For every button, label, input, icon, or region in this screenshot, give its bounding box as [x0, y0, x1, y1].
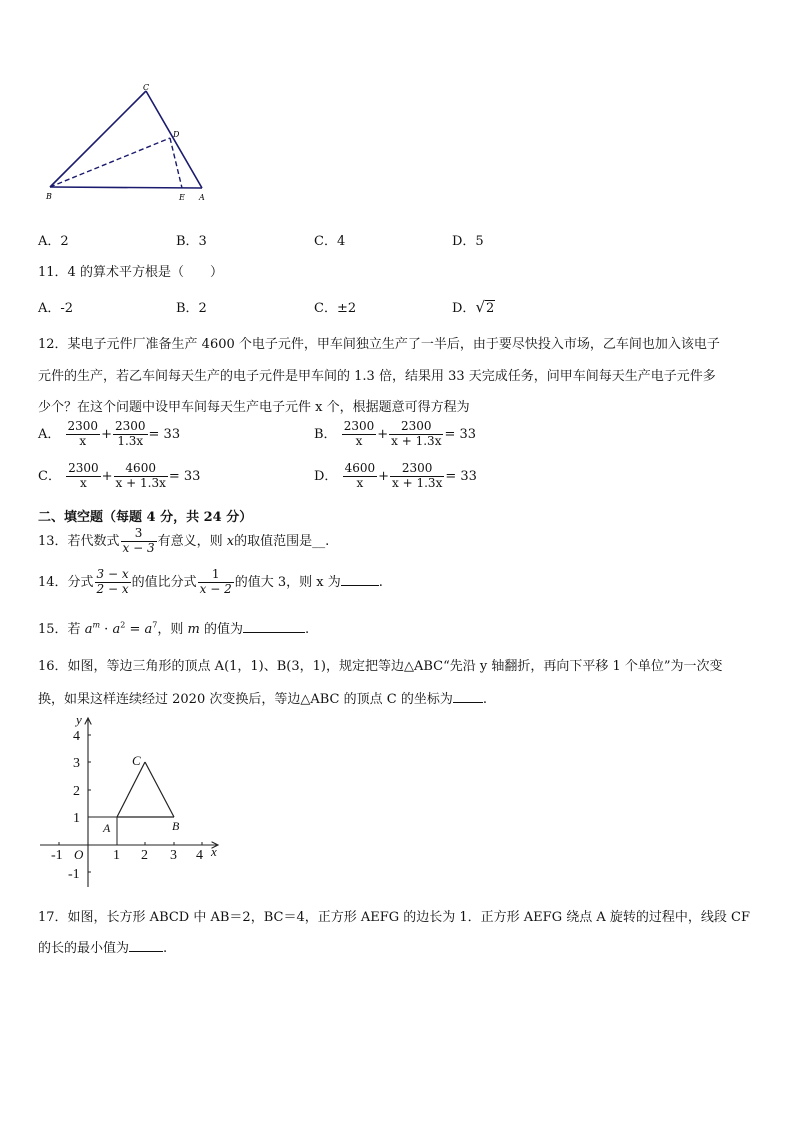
q11-option-b: B．2 — [176, 301, 207, 316]
q11-stem: 11．4 的算术平方根是（ ） — [38, 265, 223, 280]
q12-line1: 12．某电子元件厂准备生产 4600 个电子元件，甲车间独立生产了一半后，由于要尽快投入市场，乙车间也加入该电子 — [38, 337, 720, 352]
q12-option-d-label: D． — [314, 468, 338, 484]
y-tick-2: 2 — [73, 784, 80, 799]
fraction: $\frac{4600}{x}$ — [344, 461, 376, 490]
x-tick-1: 1 — [113, 848, 120, 863]
q16-line2: 换，如果这样连续经过 2020 次变换后，等边△ABC 的顶点 C 的坐标为 . — [38, 692, 487, 707]
coordinate-graph — [36, 712, 236, 892]
fraction: $\frac{2300}{x}$ — [67, 419, 99, 448]
q11-option-d — [452, 297, 495, 316]
q12-option-a-label: A． — [38, 426, 61, 442]
q13: 13．若代数式 $\frac{3}{x - 3}$ 有意义，则 x的取值范围是__. — [38, 526, 330, 555]
answer-blank[interactable] — [129, 939, 163, 952]
label-D: D — [173, 130, 180, 139]
x-axis-label: x — [211, 844, 217, 859]
q17-line2: 的长的最小值为 . — [38, 941, 168, 956]
q12-line2: 元件的生产，若乙车间每天生产的电子元件是甲车间的 1.3 倍，结果用 33 天完成任务，问甲车间每天生产电子元件多 — [38, 369, 716, 384]
x-tick-3: 3 — [170, 848, 177, 863]
fraction: $\frac{3 - x}{2 - x}$ — [96, 567, 129, 596]
fraction: $\frac{1}{x - 2}$ — [199, 567, 232, 596]
q14: 14．分式 $\frac{3 - x}{2 - x}$ 的值比分式 $\frac{1}{x - 2}$ 的值大 3，则 x 为 . — [38, 567, 383, 596]
q12-line3: 少个？在这个问题中设甲车间每天生产电子元件 x 个，根据题意可得方程为 — [38, 400, 470, 415]
fraction: $\frac{3}{x - 3}$ — [122, 526, 155, 555]
label-C: C — [143, 83, 150, 92]
q16-line1: 16．如图，等边三角形的顶点 A(1，1)、B(3，1)，规定把等边△ABC“先沿 y 轴翻折，再向下平移 1 个单位”为一次变 — [38, 659, 723, 674]
q12-option-d: D． $\frac{4600}{x}$ + $\frac{2300}{x + 1.3x}$ = 33 — [314, 461, 477, 490]
x-tick-neg1: -1 — [51, 848, 63, 863]
label-B: B — [46, 192, 52, 201]
answer-blank[interactable] — [341, 573, 379, 586]
q15: 15．若 $a^m \cdot a^2 = a^7$，则 m 的值为 . — [38, 620, 310, 637]
y-axis-label: y — [76, 712, 82, 727]
x-tick-4: 4 — [196, 848, 203, 863]
fraction: $\frac{2300}{x}$ — [68, 461, 99, 490]
sqrt-radicand: 2 — [486, 301, 495, 316]
y-tick-neg1: -1 — [68, 867, 80, 882]
fraction: $\frac{4600}{x + 1.3x}$ — [115, 461, 166, 490]
q10-option-c: C．4 — [314, 234, 346, 249]
q12-option-c-label: C． — [38, 468, 61, 484]
x-tick-2: 2 — [141, 848, 148, 863]
q12-option-b-label: B． — [314, 426, 337, 442]
point-label-a: A — [103, 821, 111, 835]
q12-option-c: C． $\frac{2300}{x}$ + $\frac{4600}{x + 1.3x}$ = 33 — [38, 461, 201, 490]
fraction: $\frac{2300}{x}$ — [343, 419, 375, 448]
fraction: $\frac{2300}{x + 1.3x}$ — [392, 461, 443, 490]
y-tick-3: 3 — [73, 756, 80, 771]
q12-option-b: B． $\frac{2300}{x}$ + $\frac{2300}{x + 1.3x}$ = 33 — [314, 419, 477, 448]
y-tick-1: 1 — [73, 811, 80, 826]
q11-option-a: A．-2 — [38, 301, 74, 316]
fraction: $\frac{2300}{x + 1.3x}$ — [391, 419, 442, 448]
q12-option-a: A． $\frac{2300}{x}$ + $\frac{2300}{1.3x}$ = 33 — [38, 419, 181, 448]
fraction: $\frac{2300}{1.3x}$ — [114, 419, 146, 448]
origin-label: O — [74, 847, 84, 862]
triangle-figure — [40, 82, 215, 207]
answer-blank[interactable] — [243, 620, 305, 633]
point-label-b: B — [172, 819, 180, 833]
section-title: 二、填空题（每题 4 分，共 24 分） — [38, 510, 253, 525]
q11-option-c: C．±2 — [314, 301, 357, 316]
y-tick-4: 4 — [73, 729, 80, 744]
q10-option-a: A．2 — [38, 234, 69, 249]
label-A: A — [199, 193, 205, 202]
q17-line1: 17．如图，长方形 ABCD 中 AB＝2，BC＝4，正方形 AEFG 的边长为 1．正方形 AEFG 绕点 A 旋转的过程中，线段 CF — [38, 910, 750, 925]
label-E: E — [179, 193, 185, 202]
q10-option-d: D．5 — [452, 234, 484, 249]
point-label-c: C — [132, 753, 141, 768]
answer-blank[interactable] — [453, 690, 483, 703]
sqrt-symbol: √ — [475, 298, 485, 316]
q10-option-b: B．3 — [176, 234, 207, 249]
q11-option-d-label: D． — [452, 301, 476, 316]
